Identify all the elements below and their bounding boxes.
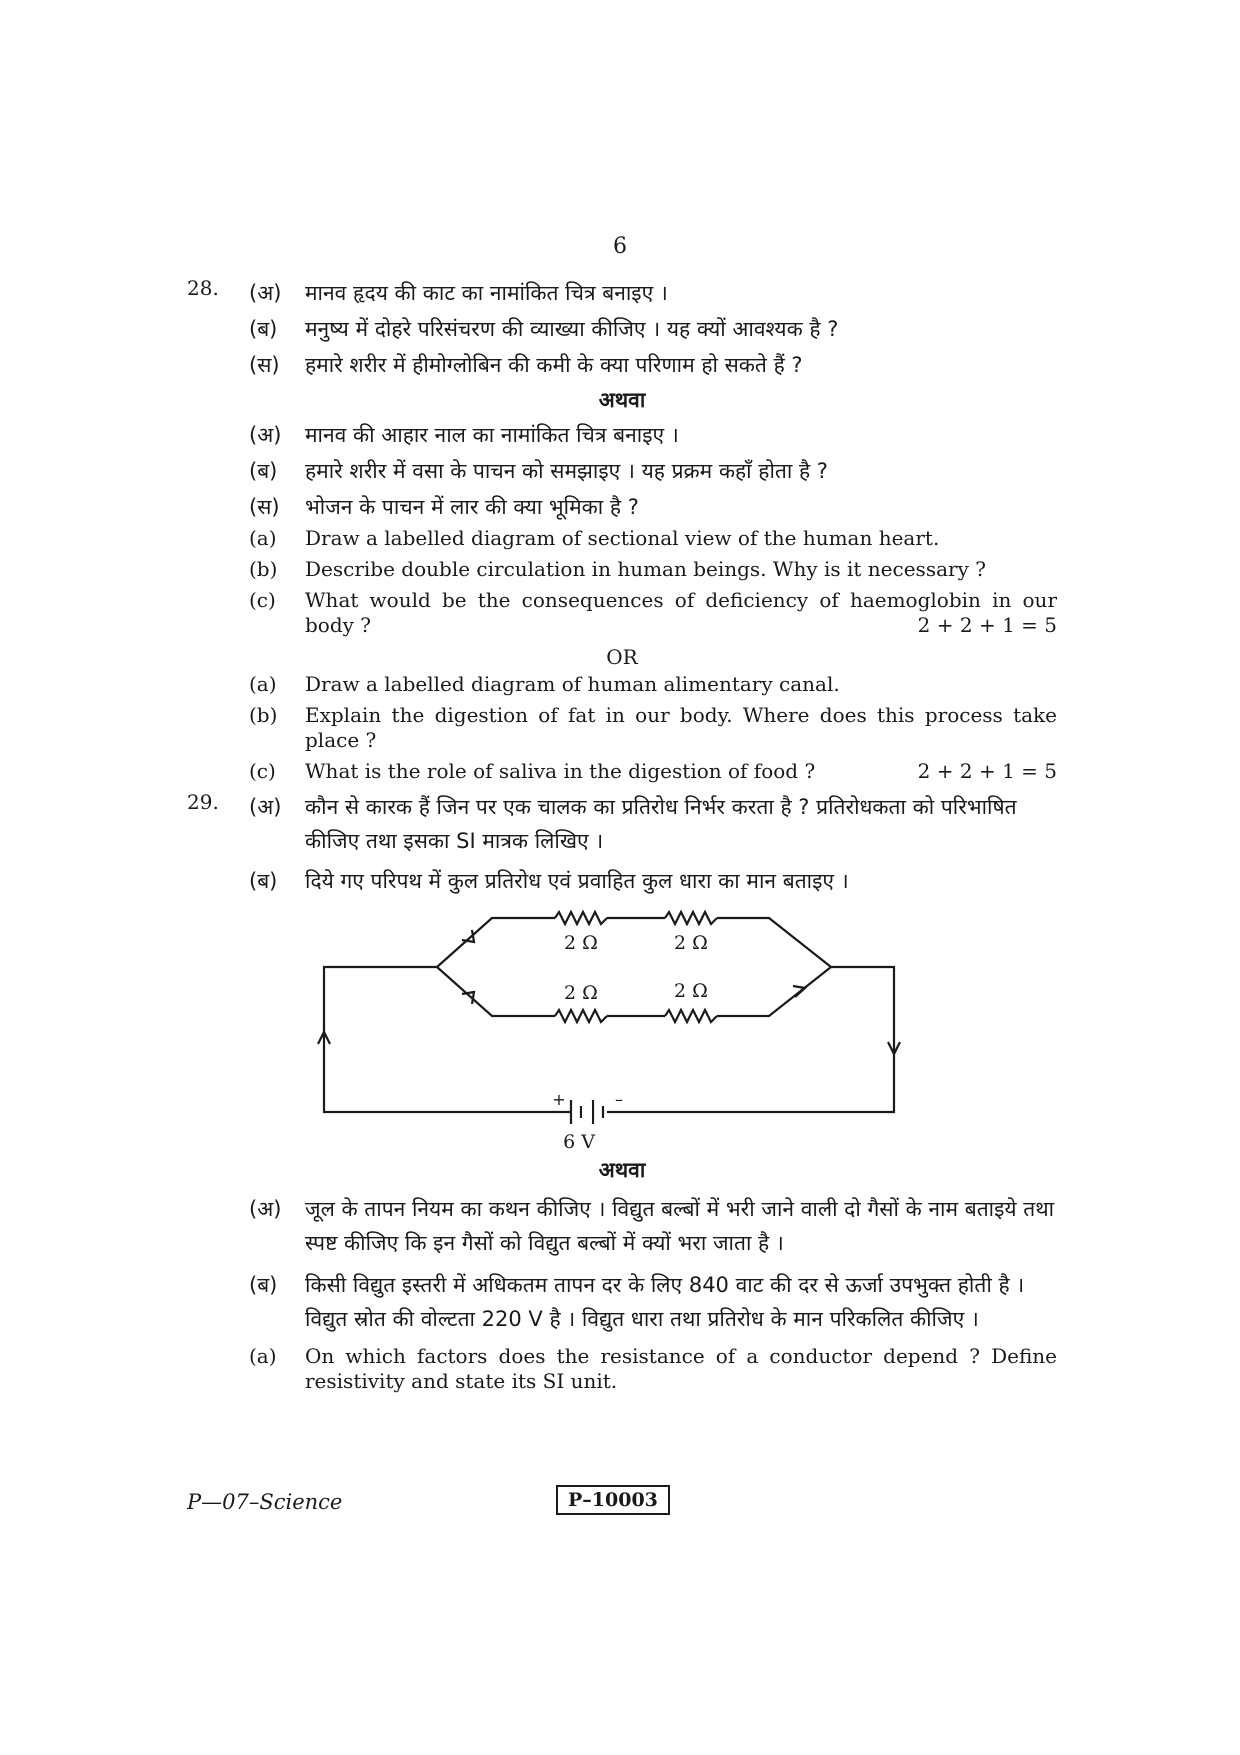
question-content <box>187 276 1057 1400</box>
question-number: 28. <box>187 276 219 300</box>
arrow-lower-left <box>462 992 474 1004</box>
q28-english-alt-a: (a) Draw a labelled diagram of human alimentary canal. <box>249 672 840 696</box>
wire-upper-right <box>717 918 831 967</box>
battery-plus: + <box>552 1090 566 1109</box>
wire-lower-left <box>437 967 555 1016</box>
resistor-label-lower-1: 2 Ω <box>564 982 598 1004</box>
q28-hindi-c: (स) हमारे शरीर में हीमोग्लोबिन की कमी के क्या परिणाम हो सकते हैं ? <box>249 353 803 377</box>
marks: 2 + 2 + 1 = 5 <box>917 759 1057 783</box>
resistor-lower-2 <box>665 1010 717 1022</box>
wire-upper-left <box>437 918 555 967</box>
resistor-label-lower-2: 2 Ω <box>674 980 708 1002</box>
page-number: 6 <box>613 234 627 259</box>
q28-hindi-alt-b: (ब) हमारे शरीर में वसा के पाचन को समझाइए । यह प्रक्रम कहाँ होता है ? <box>249 459 828 483</box>
paper-code: P—07–Science <box>187 1490 343 1514</box>
wire-outer-left <box>324 967 571 1112</box>
resistor-label-upper-2: 2 Ω <box>674 932 708 954</box>
q28-hindi-alt-c: (स) भोजन के पाचन में लार की क्या भूमिका है ? <box>249 495 639 519</box>
wire-lower-right <box>717 967 831 1016</box>
q29-hindi-a: (अ) कौन से कारक हैं जिन पर एक चालक का प्रतिरोध निर्भर करता है ? प्रतिरोधकता को परिभाषित कीजिए तथा इसका SI मात्रक लिखिए । <box>249 795 1017 853</box>
or-hindi: अथवा <box>598 388 646 412</box>
q28-english-c: (c) What would be the consequences of deficiency of haemoglobin in our body ? 2 + 2 + 1 = 5 <box>249 588 1057 637</box>
q28-english-alt-c: (c) What is the role of saliva in the digestion of food ? 2 + 2 + 1 = 5 <box>249 759 1057 783</box>
q28-hindi-alt-a: (अ) मानव की आहार नाल का नामांकित चित्र बनाइए । <box>249 423 679 447</box>
q29-hindi-b: (ब) दिये गए परिपथ में कुल प्रतिरोध एवं प्रवाहित कुल धारा का मान बताइए । <box>249 869 849 893</box>
q29-hindi-alt-b: (ब) किसी विद्युत इस्तरी में अधिकतम तापन दर के लिए 840 वाट की दर से ऊर्जा उपभुक्त होती है । विद्युत स्रोत की वोल्टता 220 V है । विद्युत धारा तथा प्रतिरोध के मान परिकलित कीजिए । <box>249 1273 1025 1331</box>
q29-hindi-alt-a: (अ) जूल के तापन नियम का कथन कीजिए । विद्युत बल्बों में भरी जाने वाली दो गैसों के नाम बताइये तथा स्पष्ट कीजिए कि इन गैसों को विद्युत बल्बों में क्यों भरा जाता है । <box>249 1197 1055 1255</box>
arrow-upper-left <box>462 930 474 942</box>
circuit-diagram <box>187 902 1057 1162</box>
question-28 <box>187 276 1057 784</box>
question-number: 29. <box>187 790 219 814</box>
resistor-label-upper-1: 2 Ω <box>564 932 598 954</box>
or-hindi: अथवा <box>598 1158 646 1182</box>
q28-hindi-a: (अ) मानव हृदय की काट का नामांकित चित्र बनाइए । <box>249 281 668 305</box>
question-29 <box>187 790 1057 1394</box>
q28-english-a: (a) Draw a labelled diagram of sectional view of the human heart. <box>249 526 940 550</box>
q28-english-alt-b: (b) Explain the digestion of fat in our body. Where does this process take place ? <box>249 703 1057 752</box>
wire-outer-right <box>607 967 894 1112</box>
resistor-lower-1 <box>555 1010 607 1022</box>
paper-number-box: P–10003 <box>556 1485 670 1515</box>
battery-minus: – <box>615 1090 623 1109</box>
q28-english-b: (b) Describe double circulation in human beings. Why is it necessary ? <box>249 557 986 581</box>
battery-voltage: 6 V <box>563 1131 595 1153</box>
q29-english-a: (a) On which factors does the resistance of a conductor depend ? Define resistivity and state its SI unit. <box>249 1344 1057 1393</box>
marks: 2 + 2 + 1 = 5 <box>917 613 1057 637</box>
circuit-svg <box>187 902 1057 1162</box>
resistor-upper-1 <box>555 912 607 924</box>
or-english: OR <box>606 645 638 669</box>
q28-hindi-b: (ब) मनुष्य में दोहरे परिसंचरण की व्याख्या कीजिए । यह क्यों आवश्यक है ? <box>249 317 839 341</box>
resistor-upper-2 <box>665 912 717 924</box>
